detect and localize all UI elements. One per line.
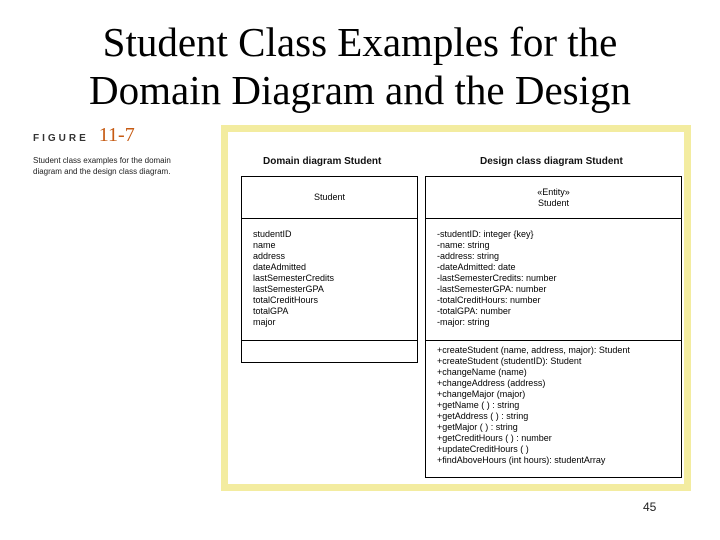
design-class-name: Student xyxy=(537,197,570,208)
design-method: +changeMajor (major) xyxy=(437,389,526,399)
domain-attribute: name xyxy=(253,240,276,250)
figure-panel xyxy=(221,125,691,491)
page-number: 45 xyxy=(643,500,657,514)
domain-class-name: Student xyxy=(313,192,346,202)
design-attribute: -totalCreditHours: number xyxy=(437,295,541,305)
design-attribute: -totalGPA: number xyxy=(437,306,511,316)
design-attribute: -dateAdmitted: date xyxy=(437,262,516,272)
design-attributes-section xyxy=(426,219,681,341)
design-attribute: -address: string xyxy=(437,251,500,261)
domain-attribute: lastSemesterGPA xyxy=(253,284,324,294)
domain-attribute: dateAdmitted xyxy=(253,262,307,272)
figure-word: FIGURE xyxy=(33,133,89,144)
design-class-name-section xyxy=(426,177,681,219)
design-attribute: -studentID: integer {key} xyxy=(437,229,534,239)
design-method: +changeName (name) xyxy=(437,367,527,377)
domain-diagram-heading: Domain diagram Student xyxy=(263,156,382,167)
design-methods-section xyxy=(426,341,681,477)
design-method: +getCreditHours ( ) : number xyxy=(437,433,552,443)
design-method: +createStudent (studentID): Student xyxy=(437,356,582,366)
design-diagram-heading: Design class diagram Student xyxy=(480,156,623,167)
domain-class-box xyxy=(241,176,418,363)
design-method: +createStudent (name, address, major): Student xyxy=(437,345,630,355)
domain-attributes-section xyxy=(242,219,417,341)
domain-attribute: studentID xyxy=(253,229,292,239)
domain-attribute: major xyxy=(253,317,276,327)
figure-number: 11-7 xyxy=(98,124,135,146)
figure-label-row xyxy=(33,124,213,147)
design-stereotype: «Entity» xyxy=(537,186,570,197)
figure-panel-inner xyxy=(228,132,684,484)
domain-attribute: address xyxy=(253,251,286,261)
design-method: +updateCreditHours ( ) xyxy=(437,444,529,454)
design-method: +changeAddress (address) xyxy=(437,378,546,388)
domain-attribute: totalGPA xyxy=(253,306,289,316)
design-method: +getAddress ( ) : string xyxy=(437,411,529,421)
slide-title: Student Class Examples for the Domain Diagram and the Design xyxy=(89,19,631,113)
design-attribute: -name: string xyxy=(437,240,490,250)
design-attribute: -lastSemesterGPA: number xyxy=(437,284,547,294)
design-attribute: -lastSemesterCredits: number xyxy=(437,273,557,283)
domain-attribute: lastSemesterCredits xyxy=(253,273,335,283)
design-method: +getName ( ) : string xyxy=(437,400,520,410)
design-attribute: -major: string xyxy=(437,317,490,327)
domain-class-name-section xyxy=(242,177,417,219)
design-method: +getMajor ( ) : string xyxy=(437,422,518,432)
design-method: +findAboveHours (int hours): studentArray xyxy=(437,455,606,465)
domain-attribute: totalCreditHours xyxy=(253,295,319,305)
figure-caption-text: Student class examples for the domain diagram and the design class diagram. xyxy=(33,156,171,176)
figure-caption xyxy=(33,124,213,177)
domain-methods-section xyxy=(242,341,417,362)
design-class-box xyxy=(425,176,682,478)
